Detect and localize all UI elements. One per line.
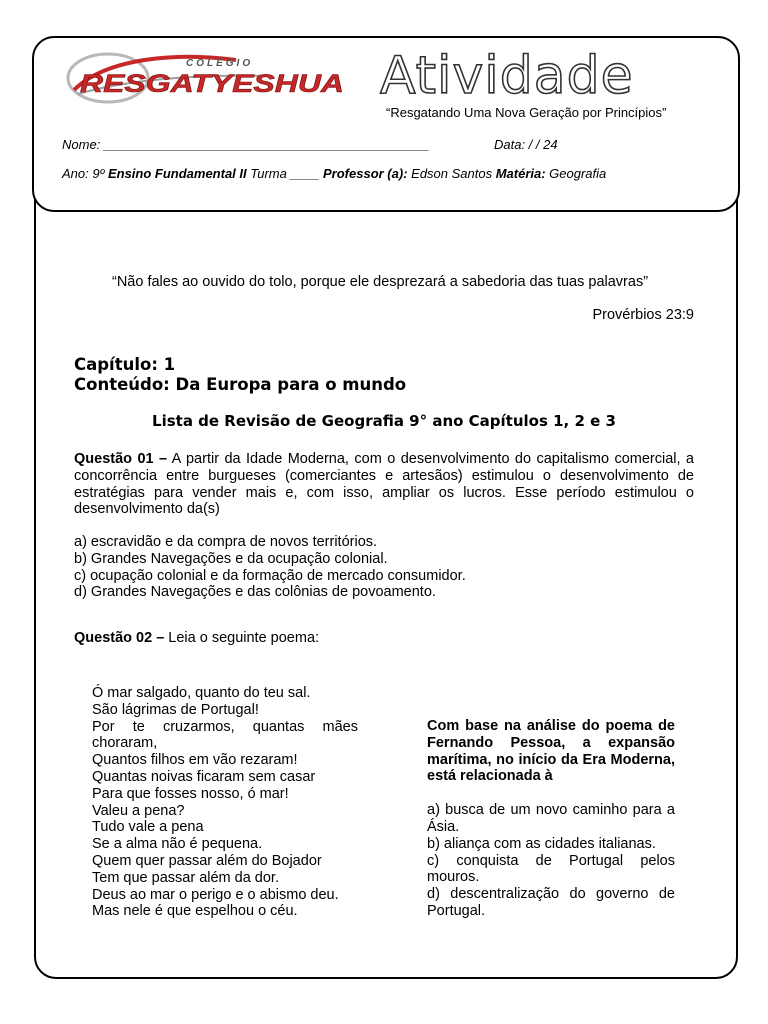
ano-label: Ano: 9º xyxy=(62,166,108,181)
question-1-text: A partir da Idade Moderna, com o desenvolvimento do capitalismo comercial, a concorrência entre burgueses (comerciantes e artesãos) estimulou o desenvolvimento de estratégias para vender mais e, com isso, ampliar os lucros. Esse período estimulou o desenvolvimento da(s) xyxy=(74,451,695,518)
professor-name: Edson Santos xyxy=(407,166,496,181)
question-2-option-c[interactable]: c) conquista de Portugal pelos mouros. xyxy=(427,852,675,886)
materia-label: Matéria: xyxy=(495,166,546,181)
name-label: Nome: _____________________________________________ xyxy=(62,137,430,152)
question-2-side xyxy=(427,718,675,920)
poem-line: São lágrimas de Portugal! xyxy=(92,701,259,718)
logo-small-text: COLÉGIO xyxy=(186,58,254,69)
logo-name-text: RESGATYESHUA xyxy=(80,70,344,98)
content-label: Conteúdo: Da Europa para o mundo xyxy=(74,375,407,394)
question-2-option-b[interactable]: b) aliança com as cidades italianas. xyxy=(427,835,656,852)
epigraph-reference: Provérbios 23:9 xyxy=(592,307,694,323)
question-2-label: Questão 02 – xyxy=(74,630,165,646)
poem-line: Deus ao mar o perigo e o abismo deu. xyxy=(92,886,339,903)
materia-value: Geografia xyxy=(545,166,607,181)
question-1-options xyxy=(74,534,466,601)
question-1-option-d[interactable]: d) Grandes Navegações e das colônias de povoamento. xyxy=(74,584,436,601)
poem-line: Quantas noivas ficaram sem casar xyxy=(92,768,316,785)
question-2-option-d[interactable]: d) descentralização do governo de Portugal. xyxy=(427,886,675,919)
question-2-option-a[interactable]: a) busca de um novo caminho para a Ásia. xyxy=(427,802,675,835)
poem-line: Mas nele é que espelhou o céu. xyxy=(92,903,298,920)
class-info-line xyxy=(62,166,606,181)
date-field[interactable] xyxy=(494,137,558,152)
poem-line: Para que fosses nosso, ó mar! xyxy=(92,785,289,802)
poem-line: Se a alma não é pequena. xyxy=(92,836,263,853)
school-logo xyxy=(66,50,348,106)
professor-label: Professor (a): xyxy=(323,166,408,181)
ensino-label: Ensino Fundamental II xyxy=(107,166,247,181)
poem-line: Ó mar salgado, quanto do teu sal. xyxy=(92,685,311,701)
turma-label: Turma ____ xyxy=(246,166,323,181)
question-1-option-b[interactable]: b) Grandes Navegações e da ocupação colonial. xyxy=(74,550,388,567)
chapter-heading xyxy=(74,355,406,395)
list-title: Lista de Revisão de Geografia 9° ano Capítulos 1, 2 e 3 xyxy=(152,412,616,430)
name-field[interactable] xyxy=(62,137,429,152)
poem-line: Quem quer passar além do Bojador xyxy=(92,852,322,869)
chapter-label: Capítulo: 1 xyxy=(74,355,176,374)
motto: “Resgatando Uma Nova Geração por Princípios” xyxy=(386,105,667,120)
poem-line: Tem que passar além da dor. xyxy=(92,869,279,886)
question-1 xyxy=(74,451,694,518)
date-label: Data: / / 24 xyxy=(494,137,558,152)
poem-line: choraram, xyxy=(92,735,158,752)
question-2 xyxy=(74,630,319,646)
question-1-option-c[interactable]: c) ocupação colonial e da formação de mercado consumidor. xyxy=(74,567,466,584)
question-1-option-a[interactable]: a) escravidão e da compra de novos territórios. xyxy=(74,534,378,550)
poem-line: Por te cruzarmos, quantas mães xyxy=(92,718,358,735)
poem-line: Valeu a pena? xyxy=(92,802,185,819)
question-2-text: Leia o seguinte poema: xyxy=(164,630,320,646)
page-title: Atividade xyxy=(380,46,634,106)
question-2-prompt: Com base na análise do poema de Fernando Pessoa, a expansão marítima, no início da Era Moderna, está relacionada à xyxy=(427,718,675,785)
poem xyxy=(92,685,358,920)
epigraph-quote: “Não fales ao ouvido do tolo, porque ele desprezará a sabedoria das tuas palavras” xyxy=(112,274,649,290)
question-1-label: Questão 01 – xyxy=(74,451,168,467)
poem-line: Tudo vale a pena xyxy=(92,819,204,836)
poem-line: Quantos filhos em vão rezaram! xyxy=(92,752,298,769)
